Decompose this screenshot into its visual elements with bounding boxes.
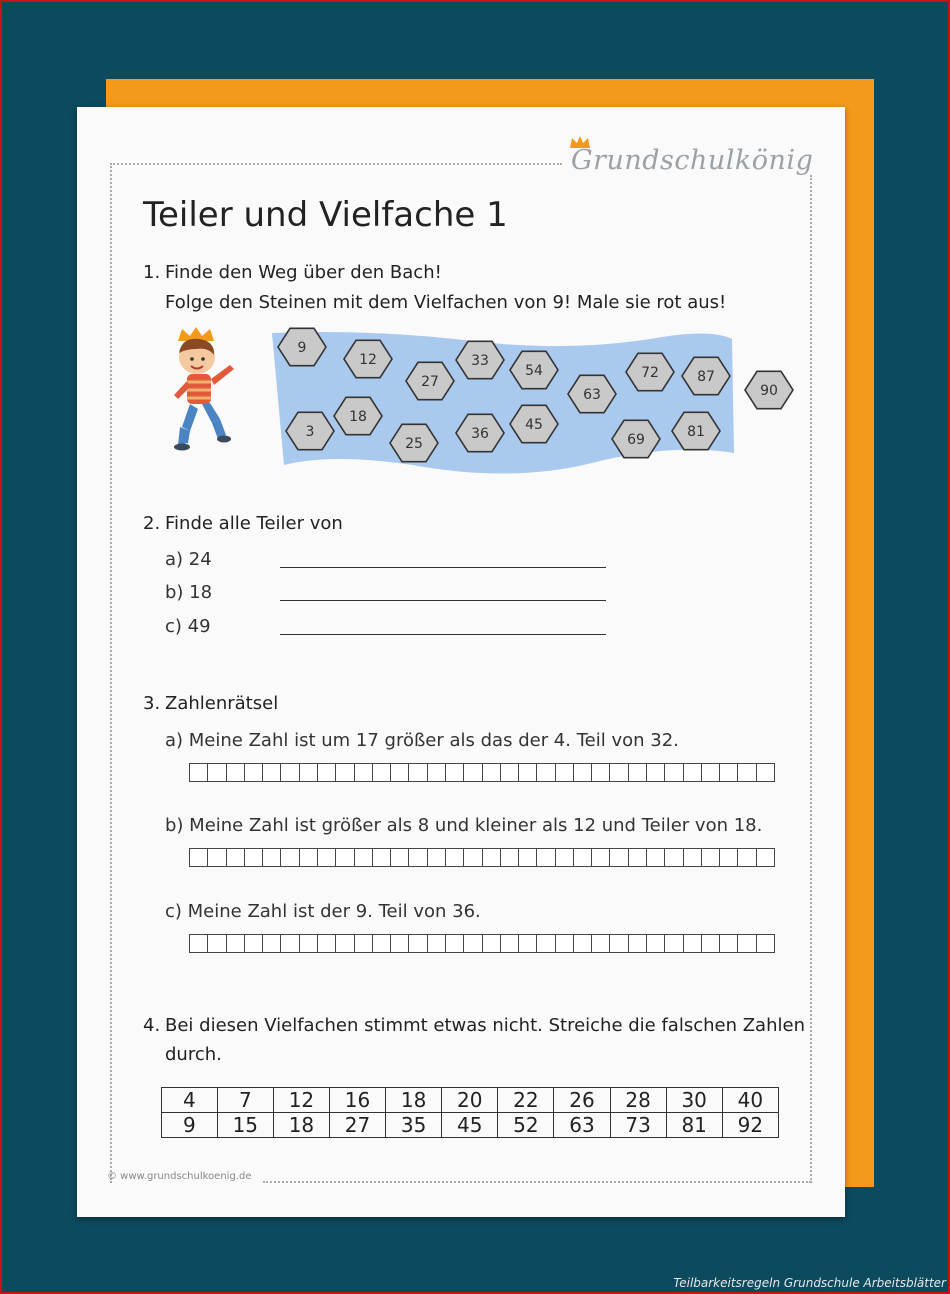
answer-box[interactable]: [280, 934, 298, 953]
answer-box[interactable]: [555, 848, 573, 867]
answer-box[interactable]: [500, 934, 518, 953]
river: [272, 332, 734, 474]
answer-box[interactable]: [427, 763, 445, 782]
answer-box[interactable]: [372, 934, 390, 953]
answer-box[interactable]: [189, 763, 207, 782]
stone-label: 72: [641, 365, 659, 381]
task3-heading: [143, 693, 278, 714]
answer-box[interactable]: [500, 848, 518, 867]
answer-box[interactable]: [280, 763, 298, 782]
answer-box[interactable]: [299, 934, 317, 953]
answer-box[interactable]: [207, 848, 225, 867]
table-cell[interactable]: 7: [217, 1088, 273, 1113]
table-cell[interactable]: 92: [722, 1113, 778, 1138]
answer-box[interactable]: [207, 934, 225, 953]
table-cell[interactable]: 30: [666, 1088, 722, 1113]
answer-box[interactable]: [226, 934, 244, 953]
task2-number: 2.: [143, 513, 161, 534]
answer-box[interactable]: [408, 934, 426, 953]
answer-box[interactable]: [244, 848, 262, 867]
answer-box[interactable]: [609, 763, 627, 782]
answer-box[interactable]: [683, 934, 701, 953]
answer-box[interactable]: [628, 848, 646, 867]
answer-box[interactable]: [756, 763, 775, 782]
answer-box[interactable]: [317, 848, 335, 867]
answer-box[interactable]: [683, 848, 701, 867]
stone-label: 54: [525, 363, 543, 379]
footer-url: © www.grundschulkoenig.de: [107, 1171, 252, 1182]
answer-box[interactable]: [518, 848, 536, 867]
answer-box[interactable]: [628, 934, 646, 953]
stone-label: 90: [760, 383, 778, 399]
stone-label: 27: [421, 374, 439, 390]
answer-box[interactable]: [609, 848, 627, 867]
answer-box[interactable]: [664, 934, 682, 953]
answer-box[interactable]: [701, 934, 719, 953]
answer-box[interactable]: [463, 763, 481, 782]
answer-box[interactable]: [646, 934, 664, 953]
table-cell[interactable]: 28: [610, 1088, 666, 1113]
answer-box[interactable]: [226, 763, 244, 782]
stone-label: 9: [297, 340, 307, 356]
table-cell[interactable]: 52: [498, 1113, 554, 1138]
answer-box[interactable]: [262, 934, 280, 953]
task3-label: Zahlenrätsel: [165, 693, 279, 714]
table-cell[interactable]: 81: [666, 1113, 722, 1138]
answer-box[interactable]: [646, 763, 664, 782]
answer-box[interactable]: [390, 934, 408, 953]
answer-box[interactable]: [244, 934, 262, 953]
answer-box[interactable]: [390, 848, 408, 867]
table-cell[interactable]: 18: [386, 1088, 442, 1113]
stone-label: 81: [687, 424, 705, 440]
answer-box[interactable]: [372, 848, 390, 867]
answer-line-c[interactable]: [280, 634, 606, 635]
answer-box[interactable]: [262, 763, 280, 782]
answer-box[interactable]: [756, 934, 775, 953]
task1-line2: Folge den Steinen mit dem Vielfachen von 9! Male sie rot aus!: [165, 292, 727, 313]
stone-label: 18: [349, 409, 367, 425]
table-row-top: [162, 1088, 779, 1113]
answer-line-b[interactable]: [280, 600, 606, 601]
table-row-bottom: [162, 1113, 779, 1138]
answer-box[interactable]: [609, 934, 627, 953]
answer-box[interactable]: [737, 763, 755, 782]
answer-box[interactable]: [427, 848, 445, 867]
answer-box[interactable]: [354, 848, 372, 867]
answer-box[interactable]: [555, 934, 573, 953]
stone-label: 36: [471, 426, 489, 442]
answer-box[interactable]: [482, 763, 500, 782]
answer-boxes-a[interactable]: [189, 763, 775, 782]
task4-number: 4.: [143, 1015, 161, 1036]
stone-label: 3: [305, 424, 315, 440]
table-cell[interactable]: 12: [273, 1088, 329, 1113]
answer-box[interactable]: [518, 763, 536, 782]
answer-box[interactable]: [427, 934, 445, 953]
answer-box[interactable]: [372, 763, 390, 782]
answer-box[interactable]: [719, 934, 737, 953]
answer-box[interactable]: [536, 848, 554, 867]
answer-box[interactable]: [701, 848, 719, 867]
answer-box[interactable]: [482, 848, 500, 867]
answer-box[interactable]: [573, 848, 591, 867]
answer-box[interactable]: [317, 934, 335, 953]
task3-item-b: b) Meine Zahl ist größer als 8 und kleiner als 12 und Teiler von 18.: [165, 815, 763, 836]
task3-number: 3.: [143, 693, 161, 714]
answer-box[interactable]: [591, 934, 609, 953]
stone-label: 12: [359, 352, 377, 368]
dotted-border-bottom: [263, 1181, 811, 1183]
table-cell[interactable]: 35: [386, 1113, 442, 1138]
answer-box[interactable]: [518, 934, 536, 953]
table-cell[interactable]: 45: [442, 1113, 498, 1138]
table-cell[interactable]: 73: [610, 1113, 666, 1138]
answer-box[interactable]: [756, 848, 775, 867]
task1-heading: [143, 262, 442, 283]
task2-heading: [143, 513, 343, 534]
answer-box[interactable]: [463, 848, 481, 867]
answer-box[interactable]: [189, 848, 207, 867]
answer-box[interactable]: [482, 934, 500, 953]
boy-illustration: [172, 327, 244, 452]
answer-box[interactable]: [500, 763, 518, 782]
task2-item-b: b) 18: [165, 582, 213, 603]
boy-pants: [182, 404, 198, 431]
answer-box[interactable]: [335, 763, 353, 782]
answer-box[interactable]: [664, 763, 682, 782]
dotted-border-top: [110, 163, 562, 165]
answer-box[interactable]: [719, 848, 737, 867]
answer-box[interactable]: [536, 763, 554, 782]
table-cell[interactable]: 63: [554, 1113, 610, 1138]
answer-box[interactable]: [628, 763, 646, 782]
brand-logo: Grundschulkönig: [571, 145, 814, 176]
answer-box[interactable]: [701, 763, 719, 782]
stone-label: 45: [525, 417, 543, 433]
dotted-border-left: [110, 163, 112, 1183]
answer-box[interactable]: [445, 848, 463, 867]
answer-box[interactable]: [573, 763, 591, 782]
table-cell[interactable]: 18: [273, 1113, 329, 1138]
answer-box[interactable]: [390, 763, 408, 782]
answer-box[interactable]: [189, 934, 207, 953]
task3-item-c: c) Meine Zahl ist der 9. Teil von 36.: [165, 901, 481, 922]
stone-label: 63: [583, 387, 601, 403]
task3-item-a: a) Meine Zahl ist um 17 größer als das der 4. Teil von 32.: [165, 730, 679, 751]
image-caption: Teilbarkeitsregeln Grundschule Arbeitsblätter: [673, 1276, 946, 1290]
task4-heading: [143, 1015, 805, 1036]
answer-box[interactable]: [299, 848, 317, 867]
task2-label: Finde alle Teiler von: [165, 513, 343, 534]
answer-box[interactable]: [354, 763, 372, 782]
answer-box[interactable]: [408, 763, 426, 782]
answer-box[interactable]: [591, 848, 609, 867]
table-cell[interactable]: 15: [217, 1113, 273, 1138]
answer-box[interactable]: [408, 848, 426, 867]
stone-label: 33: [471, 353, 489, 369]
task4-line1: Bei diesen Vielfachen stimmt etwas nicht. Streiche die falschen Zahlen: [165, 1015, 805, 1036]
dotted-border-right: [810, 175, 812, 1183]
answer-box[interactable]: [226, 848, 244, 867]
stone-label: 87: [697, 369, 715, 385]
answer-box[interactable]: [683, 763, 701, 782]
table-cell[interactable]: 4: [162, 1088, 218, 1113]
task4-line2: durch.: [165, 1044, 222, 1065]
page-title: Teiler und Vielfache 1: [143, 195, 508, 235]
answer-box[interactable]: [280, 848, 298, 867]
table-cell[interactable]: 16: [329, 1088, 385, 1113]
task2-item-a: a) 24: [165, 549, 212, 570]
task2-item-c: c) 49: [165, 616, 211, 637]
answer-box[interactable]: [445, 763, 463, 782]
river-stone-puzzle: [272, 325, 802, 485]
answer-line-a[interactable]: [280, 567, 606, 568]
task1-line1: Finde den Weg über den Bach!: [165, 262, 442, 283]
answer-box[interactable]: [646, 848, 664, 867]
stone-label: 69: [627, 432, 645, 448]
answer-boxes-c[interactable]: [189, 934, 775, 953]
answer-box[interactable]: [335, 848, 353, 867]
answer-box[interactable]: [737, 848, 755, 867]
answer-box[interactable]: [244, 763, 262, 782]
table-cell[interactable]: 22: [498, 1088, 554, 1113]
answer-box[interactable]: [555, 763, 573, 782]
table-cell[interactable]: 26: [554, 1088, 610, 1113]
answer-box[interactable]: [737, 934, 755, 953]
answer-box[interactable]: [445, 934, 463, 953]
answer-box[interactable]: [262, 848, 280, 867]
worksheet-page: [77, 107, 845, 1217]
answer-box[interactable]: [335, 934, 353, 953]
answer-box[interactable]: [317, 763, 335, 782]
answer-box[interactable]: [719, 763, 737, 782]
table-cell[interactable]: 20: [442, 1088, 498, 1113]
multiples-table: [161, 1087, 779, 1138]
answer-box[interactable]: [354, 934, 372, 953]
task1-number: 1.: [143, 262, 161, 283]
answer-boxes-b[interactable]: [189, 848, 775, 867]
table-cell[interactable]: 40: [722, 1088, 778, 1113]
table-cell[interactable]: 9: [162, 1113, 218, 1138]
answer-box[interactable]: [536, 934, 554, 953]
table-cell[interactable]: 27: [329, 1113, 385, 1138]
stone-label: 25: [405, 436, 423, 452]
answer-box[interactable]: [591, 763, 609, 782]
answer-box[interactable]: [299, 763, 317, 782]
answer-box[interactable]: [664, 848, 682, 867]
answer-box[interactable]: [207, 763, 225, 782]
answer-box[interactable]: [573, 934, 591, 953]
answer-box[interactable]: [463, 934, 481, 953]
